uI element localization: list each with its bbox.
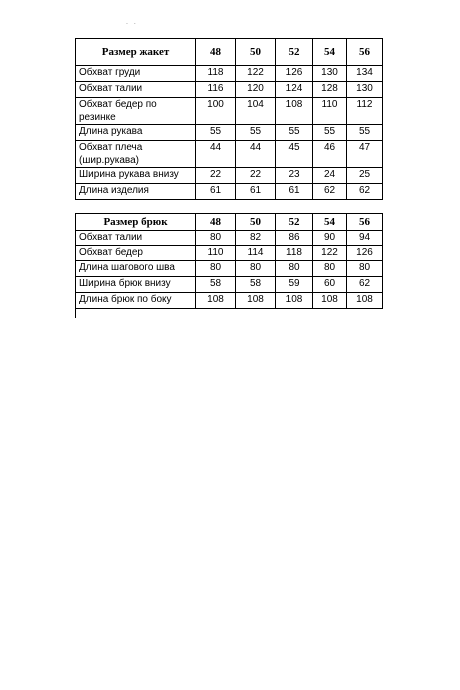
measurement-value: 62: [347, 184, 383, 200]
size-header-cell: 54: [313, 214, 347, 231]
measurement-value: 80: [196, 231, 236, 246]
measurement-value: 104: [236, 98, 276, 125]
measurement-label: Длина изделия: [76, 184, 196, 200]
measurement-label: Длина шагового шва: [76, 261, 196, 277]
measurement-value: 134: [347, 66, 383, 82]
size-header-cell: 48: [196, 214, 236, 231]
measurement-value: 112: [347, 98, 383, 125]
measurement-label: Обхват плеча (шир.рукава): [76, 141, 196, 168]
measurement-value: 22: [196, 168, 236, 184]
measurement-value: 47: [347, 141, 383, 168]
measurement-value: 55: [347, 125, 383, 141]
measurement-value: 124: [276, 82, 313, 98]
measurement-label: Обхват талии: [76, 231, 196, 246]
table-row: [76, 168, 383, 184]
measurement-value: 108: [276, 293, 313, 309]
measurement-value: 90: [313, 231, 347, 246]
size-header-cell: 52: [276, 214, 313, 231]
measurement-value: 58: [196, 277, 236, 293]
table-header-row: [76, 39, 383, 66]
measurement-value: 61: [276, 184, 313, 200]
measurement-label: Обхват бедер: [76, 246, 196, 261]
measurement-value: 55: [236, 125, 276, 141]
measurement-value: 126: [276, 66, 313, 82]
size-header-cell: 48: [196, 39, 236, 66]
measurement-value: 60: [313, 277, 347, 293]
size-header-cell: 56: [347, 39, 383, 66]
table-row: [76, 82, 383, 98]
measurement-value: 108: [236, 293, 276, 309]
measurement-value: 59: [276, 277, 313, 293]
measurement-label: Обхват бедер по резинке: [76, 98, 196, 125]
text-cursor: [75, 306, 76, 318]
measurement-label: Обхват груди: [76, 66, 196, 82]
measurement-value: 86: [276, 231, 313, 246]
page-mark: . .: [126, 19, 138, 26]
measurement-value: 108: [276, 98, 313, 125]
measurement-value: 22: [236, 168, 276, 184]
measurement-value: 110: [313, 98, 347, 125]
measurement-value: 62: [313, 184, 347, 200]
table-header-row: [76, 214, 383, 231]
measurement-value: 108: [347, 293, 383, 309]
measurement-value: 80: [236, 261, 276, 277]
measurement-label: Обхват талии: [76, 82, 196, 98]
header-label: Размер брюк: [76, 214, 196, 231]
size-header-cell: 56: [347, 214, 383, 231]
measurement-value: 116: [196, 82, 236, 98]
table-row: [76, 277, 383, 293]
measurement-value: 118: [276, 246, 313, 261]
measurement-value: 55: [196, 125, 236, 141]
measurement-value: 130: [347, 82, 383, 98]
table-row: [76, 246, 383, 261]
measurement-value: 62: [347, 277, 383, 293]
size-header-cell: 50: [236, 39, 276, 66]
measurement-value: 94: [347, 231, 383, 246]
table-row: [76, 141, 383, 168]
measurement-label: Длина брюк по боку: [76, 293, 196, 309]
measurement-value: 82: [236, 231, 276, 246]
measurement-value: 100: [196, 98, 236, 125]
measurement-label: Длина рукава: [76, 125, 196, 141]
jacket-size-table: [75, 38, 383, 200]
table-row: [76, 98, 383, 125]
measurement-value: 46: [313, 141, 347, 168]
size-header-cell: 52: [276, 39, 313, 66]
measurement-value: 44: [196, 141, 236, 168]
measurement-label: Ширина рукава внизу: [76, 168, 196, 184]
measurement-value: 80: [313, 261, 347, 277]
table-row: [76, 184, 383, 200]
table-row: [76, 66, 383, 82]
table-row: [76, 293, 383, 309]
measurement-value: 80: [347, 261, 383, 277]
measurement-value: 58: [236, 277, 276, 293]
measurement-value: 126: [347, 246, 383, 261]
size-header-cell: 50: [236, 214, 276, 231]
measurement-value: 130: [313, 66, 347, 82]
size-header-cell: 54: [313, 39, 347, 66]
table-row: [76, 261, 383, 277]
measurement-value: 24: [313, 168, 347, 184]
measurement-value: 55: [313, 125, 347, 141]
measurement-label: Ширина брюк внизу: [76, 277, 196, 293]
measurement-value: 114: [236, 246, 276, 261]
measurement-value: 23: [276, 168, 313, 184]
measurement-value: 80: [196, 261, 236, 277]
table-row: [76, 125, 383, 141]
measurement-value: 25: [347, 168, 383, 184]
measurement-value: 110: [196, 246, 236, 261]
measurement-value: 44: [236, 141, 276, 168]
measurement-value: 122: [313, 246, 347, 261]
measurement-value: 61: [236, 184, 276, 200]
measurement-value: 122: [236, 66, 276, 82]
measurement-value: 128: [313, 82, 347, 98]
table-row: [76, 231, 383, 246]
header-label: Размер жакет: [76, 39, 196, 66]
measurement-value: 80: [276, 261, 313, 277]
measurement-value: 108: [196, 293, 236, 309]
trousers-size-table: [75, 213, 383, 309]
measurement-value: 108: [313, 293, 347, 309]
measurement-value: 61: [196, 184, 236, 200]
measurement-value: 120: [236, 82, 276, 98]
measurement-value: 118: [196, 66, 236, 82]
measurement-value: 45: [276, 141, 313, 168]
measurement-value: 55: [276, 125, 313, 141]
